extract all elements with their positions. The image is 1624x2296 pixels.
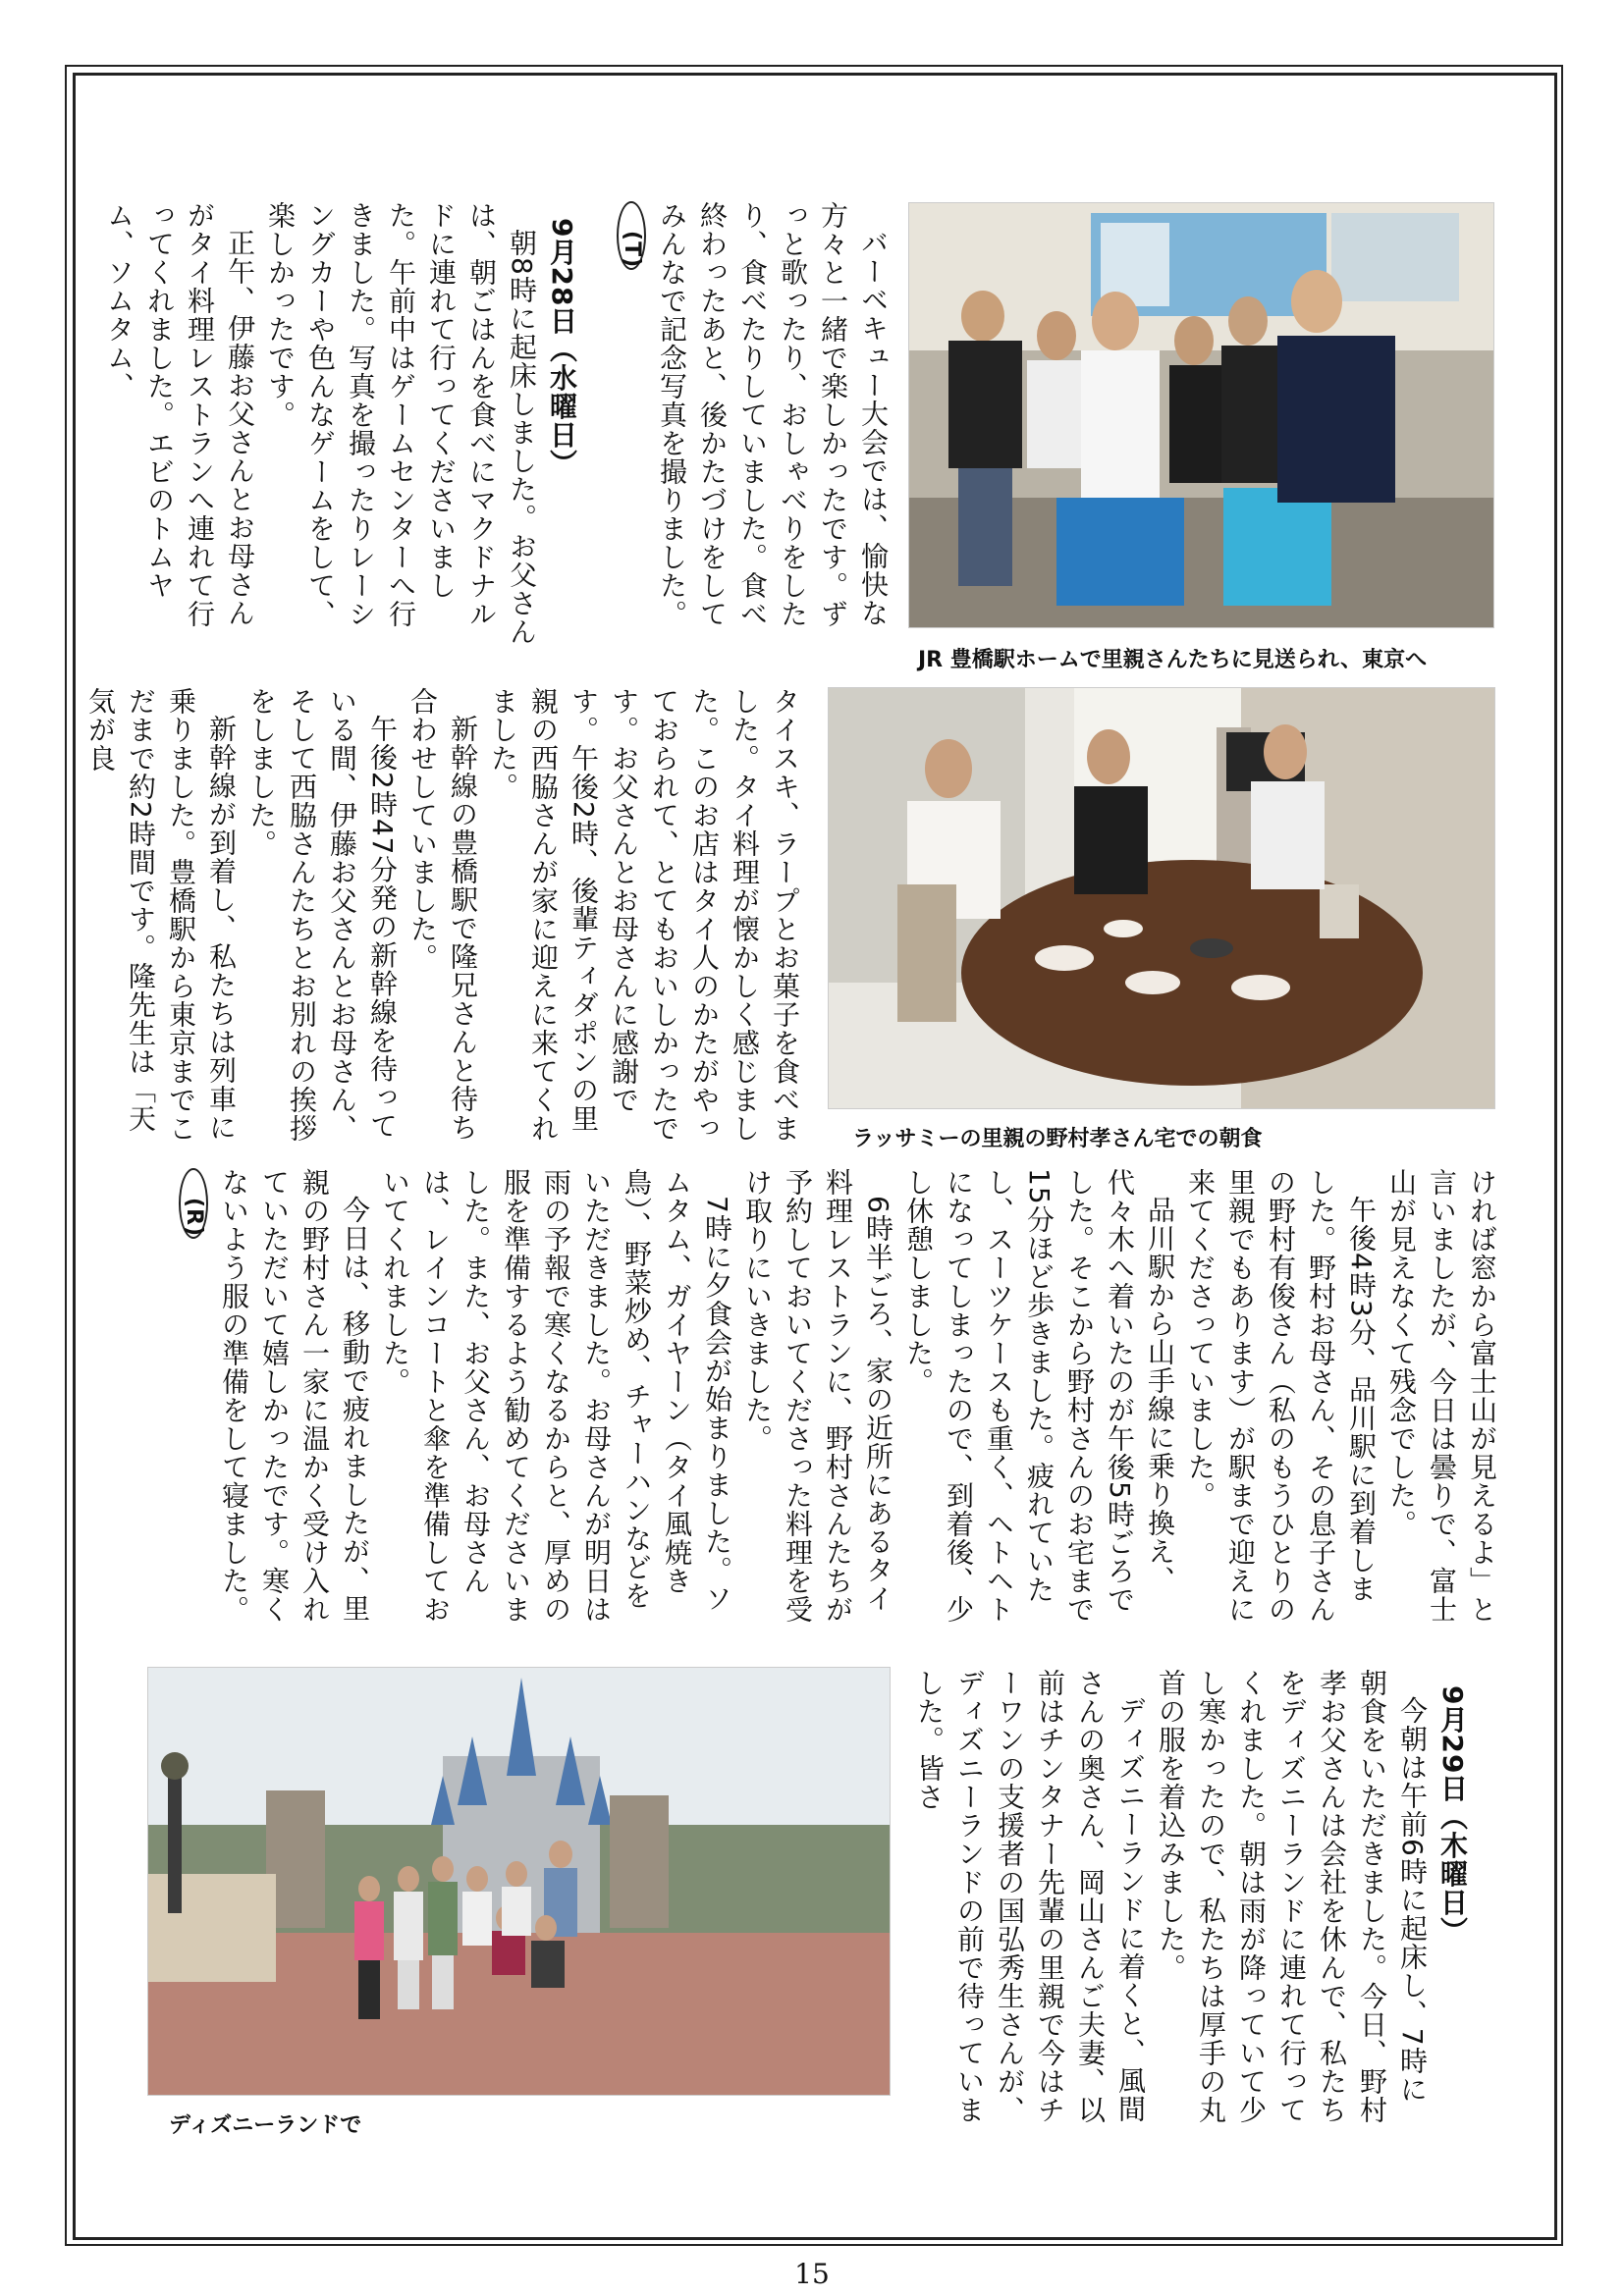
date-heading-sept29: 9月29日（木曜日） [1436,1684,1469,1946]
paragraph: 朝8時に起床しました。お父さんは、朝ごはんを食べにマクドナルドに連れて行ってくださいました。午前中はゲームセンターへ行きました。写真を撮ったりレーシングカーや色んなゲームをして、楽しかったです。 [264,201,538,646]
paragraph: ければ窓から富士山が見えるよ」と言いましたが、今日は曇りで、富士山が見えなくて残念でした。 [1385,1168,1498,1624]
text-block-sept28 [103,201,582,653]
paragraph: バーベキュー大会では、愉快な方々と一緒で楽しかったです。ずっと歌ったり、おしゃべりをしたり、食べたりしていました。食べ終わったあと、後かたづけをしてみんなで記念写真を撮りました。 [656,201,890,628]
paragraph: 午後2時47分発の新幹線を待っている間、伊藤お父さんとお母さん、そして西脇さんたちとお別れの挨拶をしました。 [245,687,399,1143]
paragraph: 今日は、移動で疲れましたが、里親の野村さん一家に温かく受け入れていただいて嬉しかったです。寒くないよう服の準備をして寝ました。 [218,1168,371,1624]
paragraph: 今朝は午前6時に起床し、7時に朝食をいただきました。今日、野村孝お父さんは会社を休んで、私たちをディズニーランドに連れて行ってくれました。朝は雨が降っていて少し寒かったので、私たちは厚手の丸首の服を着込みました。 [1155,1669,1429,2124]
date-heading-sept28: 9月28日（水曜日） [546,217,578,478]
photo-breakfast [828,687,1495,1109]
paragraph: 品川駅から山手線に乗り換え、代々木へ着いたのが午後5時ごろでした。そこから野村さんのお宅まで15分ほど歩きました。疲れていたし、スーツケースも重く、ヘトヘトになってしまったので、到着後、少し休憩しました。 [902,1168,1176,1624]
paragraph: 正午、伊藤お父さんとお母さんがタイ料理レストランへ連れて行ってくれました。エビのトムヤム、ソムタム、 [103,201,256,628]
caption-disneyland: ディズニーランドで [169,2113,362,2138]
photo-disneyland [147,1667,891,2096]
paragraph: 6時半ごろ、家の近所にあるタイ料理レストランに、野村さんたちが予約しておいてくださった料理を受け取りにいきました。 [741,1168,894,1624]
text-block-barbecue [620,201,893,643]
caption-station: JR 豊橋駅ホームで里親さんたちに見送られ、東京へ [918,648,1428,672]
paragraph: 新幹線が到着し、私たちは列車に乗りました。豊橋駅から東京までこだまで約2時間です。隆先生は「天気が良 [84,687,238,1143]
paragraph: ディズニーランドに着くと、風間さんの奥さん、岡山さんご夫妻、以前はチンタナー先輩の里親で今はチーワンの支援者の国弘秀生さんが、ディズニーランドの前で待っていました。皆さ [913,1669,1147,2124]
text-block-sept29 [913,1669,1473,2125]
page-number: 15 [794,2258,830,2290]
paragraph: タイスキ、ラープとお菓子を食べました。タイ料理が懐かしく感じました。このお店はタイ人のかたがやっておられて、とてもおいしかったです。お父さんとお母さんに感謝です。午後2時、後輩ティダポンの里親の西脇さんが家に迎えに来てくれました。 [487,687,801,1143]
author-mark-r: (R) [179,1168,208,1239]
author-mark-t: (T) [617,201,646,270]
caption-breakfast: ラッサミーの里親の野村孝さん宅での朝食 [852,1127,1263,1151]
text-block-shinagawa-evening [182,1168,1502,1625]
paragraph: 新幹線の豊橋駅で隆兄さんと待ち合わせしていました。 [406,687,479,1142]
text-block-lunch-and-shinkansen [84,687,805,1144]
paragraph: 7時に夕食会が始まりました。ソムタム、ガイヤーン（タイ風焼き鳥）、野菜炒め、チャーハンなどをいただきました。お母さんが明日は雨の予報で寒くなるからと、厚めの服を準備するよう勧めてくださいました。また、お父さん、お母さんは、レインコートと傘を準備しておいてくれました。 [379,1168,733,1624]
photo-station-platform [908,202,1494,628]
paragraph: 午後4時3分、品川駅に到着しました。野村お母さん、その息子さんの野村有俊さん（私のもうひとりの里親でもあります）が駅まで迎えに来てくださっていました。 [1184,1168,1378,1624]
